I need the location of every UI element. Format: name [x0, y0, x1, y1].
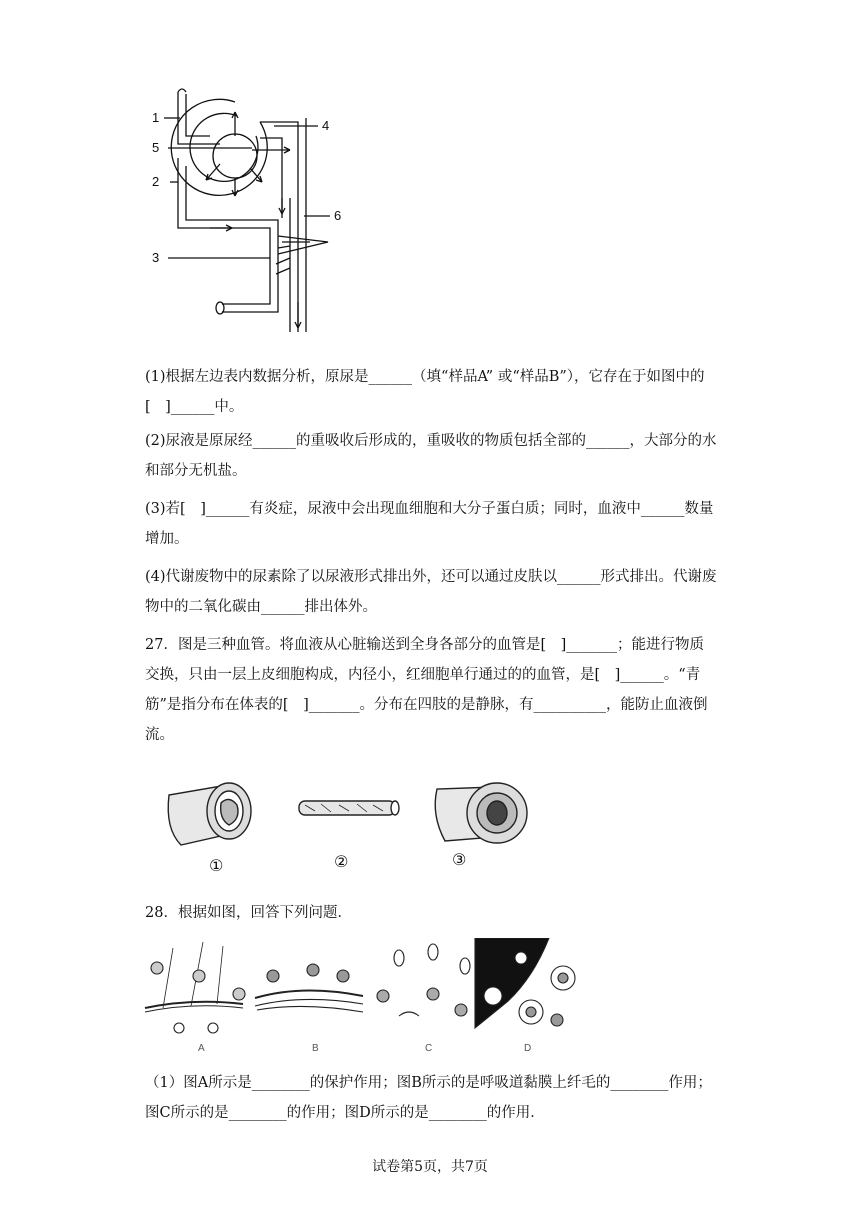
- label-3: 3: [152, 250, 160, 265]
- q26-part4: (4)代谢废物中的尿素除了以尿液形式排出外，还可以通过皮肤以______形式排出。代谢废物中的二氧化碳由______排出体外。: [145, 569, 717, 615]
- nephron-diagram: [140, 78, 360, 348]
- label-4: 4: [322, 118, 330, 133]
- blood-vessel-figure: [155, 775, 535, 855]
- q26-part2: (2)尿液是原尿经______的重吸收后形成的，重吸收的物质包括全部的______，大部分的水和部分无机盐。: [145, 433, 717, 479]
- vessel-label-2: ②: [334, 852, 349, 871]
- page-footer: 试卷第5页，共7页: [372, 1159, 488, 1175]
- figure-label-c: C: [425, 1043, 433, 1054]
- vessel-label-3: ③: [452, 850, 467, 869]
- q28-question: 28．根据如图，回答下列问题．: [145, 905, 352, 921]
- label-1: 1: [152, 110, 160, 125]
- vessel-label-1: ①: [209, 856, 224, 875]
- q28-sub1: （1）图A所示是________的保护作用；图B所示的是呼吸道黏膜上纤毛的________作用；图C所示的是________的作用；图D所示的是________的作用．: [145, 1075, 712, 1121]
- q26-part3: (3)若[ ]______有炎症，尿液中会出现血细胞和大分子蛋白质；同时，血液中______数量增加。: [145, 501, 714, 547]
- label-2: 2: [152, 174, 160, 189]
- q27-question: 27．图是三种血管。将血液从心脏输送到全身各部分的血管是[ ]_______；能进行物质交换，只由一层上皮细胞构成，内径小，红细胞单行通过的的血管，是[ ]______。“青筋”是指分布在体表的[ ]_______。分布在四肢的是静脉，有__________，能防止血液倒流。: [145, 637, 708, 743]
- defense-figure: [143, 938, 583, 1038]
- figure-label-b: B: [312, 1043, 319, 1054]
- q26-part1: (1)根据左边表内数据分析，原尿是______（填“样品A” 或“样品B”），它存在于如图中的[ ]______中。: [145, 369, 705, 415]
- figure-label-a: A: [198, 1043, 205, 1054]
- label-6: 6: [334, 208, 342, 223]
- figure-label-d: D: [524, 1043, 532, 1054]
- label-5: 5: [152, 140, 160, 155]
